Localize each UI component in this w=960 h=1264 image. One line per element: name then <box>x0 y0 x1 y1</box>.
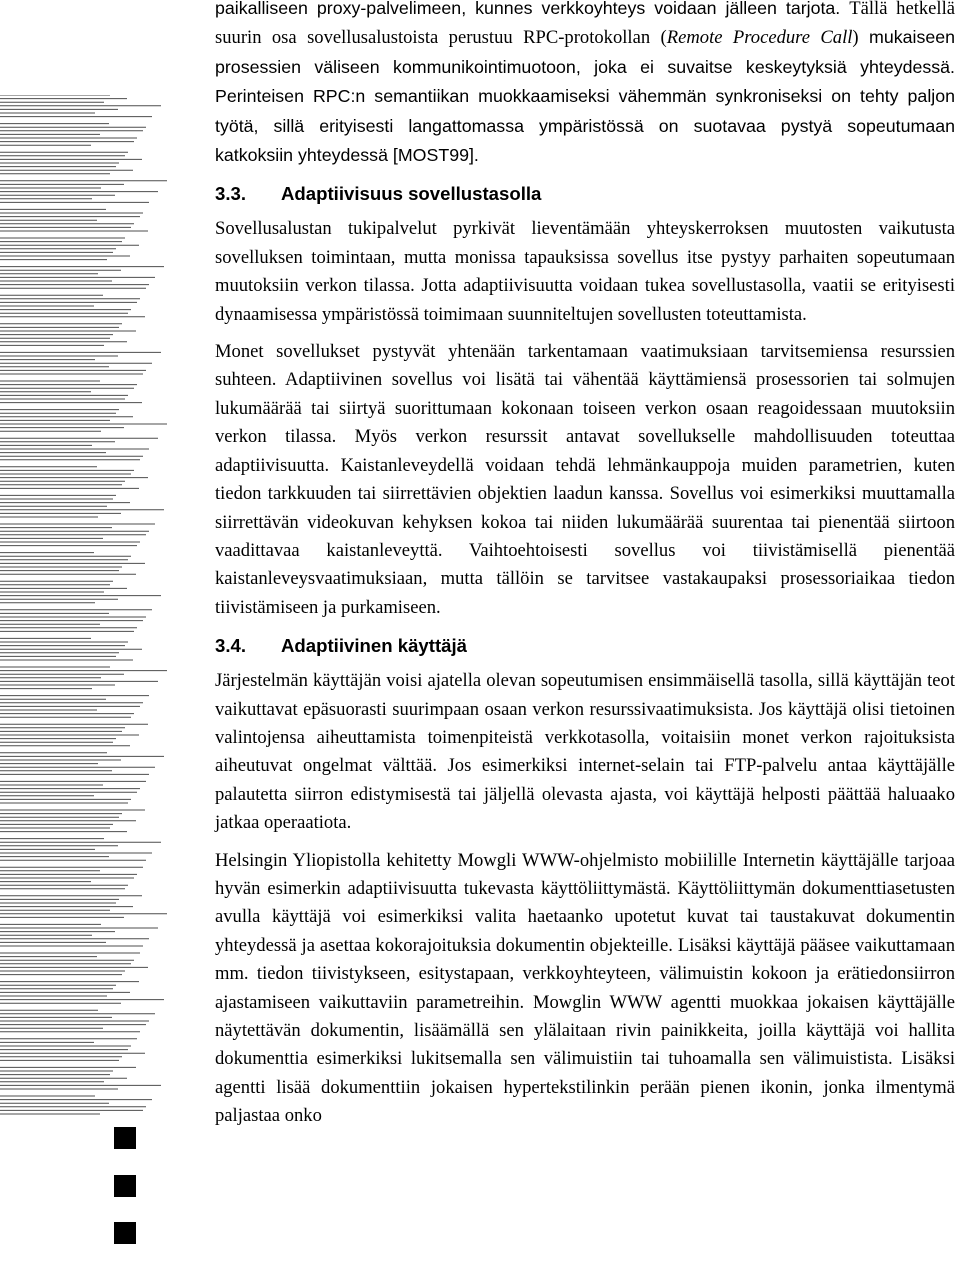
heading-3-3 <box>215 180 955 208</box>
paragraph-run-1: Tällä hetkellä suurin osa sovellusalustoista perustuu RPC-protokollan ( <box>215 0 955 49</box>
paragraph-run-2: Remote Procedure Call <box>666 27 853 49</box>
margin-decoration <box>0 95 180 1245</box>
paragraph-platform-support: Sovellusalustan tukipalvelut pyrkivät lieventämään yhteyskerroksen muutosten vaikutusta sovelluksen toimintaan, mutta monissa tapauksissa sovellus itse pystyy parhaiten sopeutumaan muutoksiin verkon tilassa. Jotta adaptiivisuutta voidaan tukea sovellustasolla, vaatii se erityisesti dynaamisessa ympäristössä toimimaan suunniteltujen sovellusten toteuttamista. <box>215 218 955 325</box>
margin-square <box>114 1175 136 1197</box>
paragraph-run-3: ) <box>852 27 870 49</box>
paragraph-proxy-rpc <box>215 0 955 170</box>
margin-line-pattern <box>0 95 167 1114</box>
paragraph-adaptive-applications: Monet sovellukset pystyvät yhtenään tarkentamaan vaatimuksiaan tarvitsemiensa resurssien suhteen. Adaptiivinen sovellus voi lisätä tai vähentää käyttämiensä prosessorien tai solmujen lukumäärää tai siirtyä suorittumaan kokonaan toiseen verkon osaan reagoidessaan muutoksiin verkon tilassa. Myös verkon resurssit antavat sovellukselle mahdollisuuden toteuttaa adaptiivisuutta. Kaistanleveydellä voidaan tehdä lehmänkauppoja muiden parametrien, kuten tiedon tarkkuuden tai siirrettävien objektien laadun kanssa. Sovellus voi esimerkiksi muuttamalla siirrettävän videokuvan kehyksen kokoa tai niiden lukumäärää suurentaa tai pienentää siirtoon vaadittavaa kaistanleveyttä. Vaihtoehtoisesti sovellus voi tiivistämisellä pienentää kaistanleveysvaatimuksiaan, mutta tällöin se tarvitsee vastakaupaksi prosessoriaikaa tiedon tiivistämiseen ja purkamiseen. <box>215 341 955 618</box>
paragraph-mowgli: Helsingin Yliopistolla kehitetty Mowgli WWW-ohjelmisto mobiilille Internetin käyttäjälle tarjoaa hyvän esimerkin adaptiivisuutta tukevasta käyttöliittymästä. Käyttöliittymän dokumenttiasetusten avulla käyttäjä voi esimerkiksi valita haetaanko upotetut kuvat tai taustakuvat dokumentin yhteydessä ja asettaa kokorajoituksia dokumentin objekteille. Lisäksi käyttäjä pääsee vaikuttamaan mm. tiedon tiivistykseen, esitystapaan, verkkoyhteyteen, välimuistin kokoon ja erätiedonsiirron ajastamiseen vaikuttaviin parametreihin. Mowglin WWW agentti muokkaa jokaisen käyttäjälle näytettävän dokumentin, lisäämällä sen ylälaitaan rivin painikkeita, joilla käyttäjä voi hallita dokumenttia esimerkiksi lukitsemalla sen välimuistiin tai tuhoamalla sen välimuistista. Lisäksi agentti lisää dokumenttiin jokaisen hypertekstilinkin perään pienen ikonin, jonka ilmentymä paljastaa onko <box>215 849 955 1127</box>
paragraph-run-0: paikalliseen proxy-palvelimeen, kunnes verkkoyhteys voidaan jälleen tarjota. <box>215 0 850 18</box>
heading-3-4-number: 3.4. <box>215 635 247 657</box>
paragraph-adaptive-user: Järjestelmän käyttäjän voisi ajatella olevan sopeutumisen ensimmäisellä tasolla, sillä käyttäjän teot vaikuttavat epäsuorasti suurimpaan osaan verkon resurssivaatimuksista. Jos käyttäjä olisi tietoinen valintojensa aiheuttamista toimenpiteistä verkkotasolla, voitaisiin monet verkon rajoituksista aiheutuvat ongelmat välttää. Jos esimerkiksi internet-selain tai FTP-palvelu antaa käyttäjälle palautetta siirron edistymisestä tai jäljellä olevasta ajasta, voi käyttäjä helposti päättää haluaako jatkaa operaatiota. <box>215 670 955 834</box>
heading-3-4-title: Adaptiivinen käyttäjä <box>281 635 467 657</box>
heading-3-3-number: 3.3. <box>215 183 247 205</box>
margin-square <box>114 1222 136 1244</box>
margin-square <box>114 1127 136 1149</box>
heading-3-3-title: Adaptiivisuus sovellustasolla <box>281 183 542 205</box>
heading-3-4 <box>215 632 955 660</box>
document-body <box>215 0 955 1131</box>
paragraph-run-4: mukaiseen prosessien väliseen kommunikointimuotoon, joka ei suvaitse keskeytyksiä yhteydessä. Perinteisen RPC:n semantiikan muokkaamiseksi vähemmän synkroniseksi on tehty paljon työtä, sillä erityisesti langattomassa ympäristössä on suotavaa pystyä sopeutumaan katkoksiin yhteydessä [MOST99]. <box>215 27 956 166</box>
